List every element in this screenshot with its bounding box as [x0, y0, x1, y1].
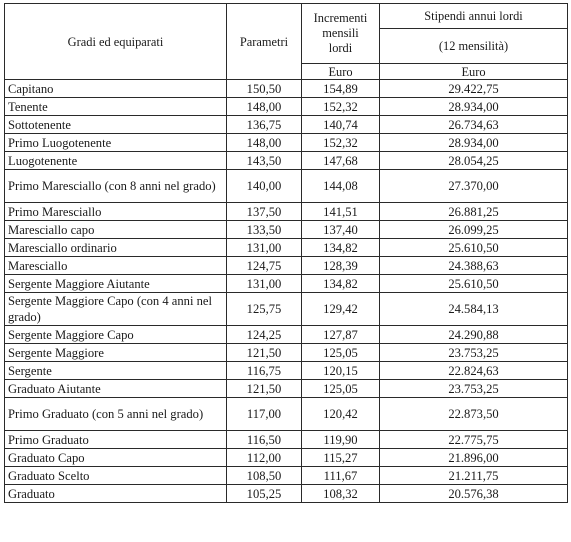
- grade-cell: Sottotenente: [5, 116, 227, 134]
- salary-cell: 28.054,25: [380, 152, 568, 170]
- salary-cell: 23.753,25: [380, 344, 568, 362]
- grade-cell: Graduato Capo: [5, 449, 227, 467]
- parameter-cell: 117,00: [227, 398, 302, 431]
- salary-cell: 27.370,00: [380, 170, 568, 203]
- increment-cell: 127,87: [302, 326, 380, 344]
- increment-cell: 154,89: [302, 80, 380, 98]
- salary-cell: 25.610,50: [380, 275, 568, 293]
- parameter-cell: 124,75: [227, 257, 302, 275]
- increment-cell: 111,67: [302, 467, 380, 485]
- increment-cell: 125,05: [302, 344, 380, 362]
- salary-cell: 26.734,63: [380, 116, 568, 134]
- salary-cell: 28.934,00: [380, 98, 568, 116]
- grade-cell: Capitano: [5, 80, 227, 98]
- header-increments: [302, 4, 380, 64]
- salary-cell: 22.873,50: [380, 398, 568, 431]
- table-row: [5, 467, 568, 485]
- table-row: [5, 257, 568, 275]
- grade-cell: Primo Luogotenente: [5, 134, 227, 152]
- parameter-cell: 148,00: [227, 98, 302, 116]
- increment-cell: 129,42: [302, 293, 380, 326]
- increment-cell: 141,51: [302, 203, 380, 221]
- parameter-cell: 125,75: [227, 293, 302, 326]
- parameter-cell: 136,75: [227, 116, 302, 134]
- increment-cell: 115,27: [302, 449, 380, 467]
- table-row: [5, 98, 568, 116]
- table-row: [5, 134, 568, 152]
- header-unit-increments: Euro: [302, 64, 380, 80]
- salary-cell: 29.422,75: [380, 80, 568, 98]
- header-increments-line3: lordi: [328, 41, 353, 55]
- table-row: [5, 152, 568, 170]
- header-unit-salaries: Euro: [380, 64, 568, 80]
- increment-cell: 108,32: [302, 485, 380, 503]
- salary-cell: 21.896,00: [380, 449, 568, 467]
- table-row: [5, 362, 568, 380]
- salary-cell: 24.584,13: [380, 293, 568, 326]
- table-row: [5, 398, 568, 431]
- table-row: [5, 380, 568, 398]
- parameter-cell: 105,25: [227, 485, 302, 503]
- salary-cell: 20.576,38: [380, 485, 568, 503]
- parameter-cell: 143,50: [227, 152, 302, 170]
- grade-cell: Maresciallo: [5, 257, 227, 275]
- grade-cell: Sergente Maggiore Capo: [5, 326, 227, 344]
- salary-table: [4, 3, 568, 503]
- header-salaries-note: (12 mensilità): [380, 29, 568, 64]
- increment-cell: 119,90: [302, 431, 380, 449]
- table-row: [5, 221, 568, 239]
- increment-cell: 140,74: [302, 116, 380, 134]
- header-increments-line1: Incrementi: [313, 11, 368, 25]
- grade-cell: Maresciallo ordinario: [5, 239, 227, 257]
- increment-cell: 134,82: [302, 275, 380, 293]
- table-row: [5, 203, 568, 221]
- parameter-cell: 150,50: [227, 80, 302, 98]
- salary-cell: 24.388,63: [380, 257, 568, 275]
- parameter-cell: 133,50: [227, 221, 302, 239]
- grade-cell: Primo Graduato: [5, 431, 227, 449]
- table-row: [5, 170, 568, 203]
- increment-cell: 120,15: [302, 362, 380, 380]
- grade-cell: Sergente Maggiore Capo (con 4 anni nel grado): [5, 293, 227, 326]
- salary-cell: 26.881,25: [380, 203, 568, 221]
- parameter-cell: 131,00: [227, 239, 302, 257]
- header-salaries: Stipendi annui lordi: [380, 4, 568, 29]
- salary-cell: 23.753,25: [380, 380, 568, 398]
- increment-cell: 144,08: [302, 170, 380, 203]
- table-row: [5, 344, 568, 362]
- header-parameters: Parametri: [227, 4, 302, 80]
- grade-cell: Primo Graduato (con 5 anni nel grado): [5, 398, 227, 431]
- table-row: [5, 431, 568, 449]
- parameter-cell: 137,50: [227, 203, 302, 221]
- grade-cell: Maresciallo capo: [5, 221, 227, 239]
- header-increments-line2: mensili: [322, 26, 359, 40]
- parameter-cell: 121,50: [227, 380, 302, 398]
- increment-cell: 125,05: [302, 380, 380, 398]
- salary-cell: 22.775,75: [380, 431, 568, 449]
- grade-cell: Primo Maresciallo: [5, 203, 227, 221]
- salary-cell: 21.211,75: [380, 467, 568, 485]
- table-row: [5, 449, 568, 467]
- table-row: [5, 239, 568, 257]
- increment-cell: 128,39: [302, 257, 380, 275]
- grade-cell: Sergente: [5, 362, 227, 380]
- salary-cell: 22.824,63: [380, 362, 568, 380]
- parameter-cell: 116,75: [227, 362, 302, 380]
- increment-cell: 120,42: [302, 398, 380, 431]
- grade-cell: Luogotenente: [5, 152, 227, 170]
- header-grades: Gradi ed equiparati: [5, 4, 227, 80]
- table-row: [5, 485, 568, 503]
- table-row: [5, 116, 568, 134]
- increment-cell: 134,82: [302, 239, 380, 257]
- salary-cell: 24.290,88: [380, 326, 568, 344]
- increment-cell: 147,68: [302, 152, 380, 170]
- grade-cell: Graduato: [5, 485, 227, 503]
- grade-cell: Primo Maresciallo (con 8 anni nel grado): [5, 170, 227, 203]
- table-header: [5, 4, 568, 80]
- table-row: [5, 275, 568, 293]
- salary-cell: 28.934,00: [380, 134, 568, 152]
- parameter-cell: 116,50: [227, 431, 302, 449]
- parameter-cell: 112,00: [227, 449, 302, 467]
- parameter-cell: 121,50: [227, 344, 302, 362]
- grade-cell: Graduato Scelto: [5, 467, 227, 485]
- salary-cell: 25.610,50: [380, 239, 568, 257]
- table-body: [5, 80, 568, 503]
- increment-cell: 152,32: [302, 134, 380, 152]
- salary-table-container: [4, 3, 568, 503]
- increment-cell: 137,40: [302, 221, 380, 239]
- salary-cell: 26.099,25: [380, 221, 568, 239]
- grade-cell: Sergente Maggiore Aiutante: [5, 275, 227, 293]
- table-row: [5, 326, 568, 344]
- parameter-cell: 131,00: [227, 275, 302, 293]
- table-row: [5, 293, 568, 326]
- increment-cell: 152,32: [302, 98, 380, 116]
- parameter-cell: 148,00: [227, 134, 302, 152]
- grade-cell: Sergente Maggiore: [5, 344, 227, 362]
- parameter-cell: 124,25: [227, 326, 302, 344]
- table-row: [5, 80, 568, 98]
- grade-cell: Graduato Aiutante: [5, 380, 227, 398]
- parameter-cell: 140,00: [227, 170, 302, 203]
- grade-cell: Tenente: [5, 98, 227, 116]
- parameter-cell: 108,50: [227, 467, 302, 485]
